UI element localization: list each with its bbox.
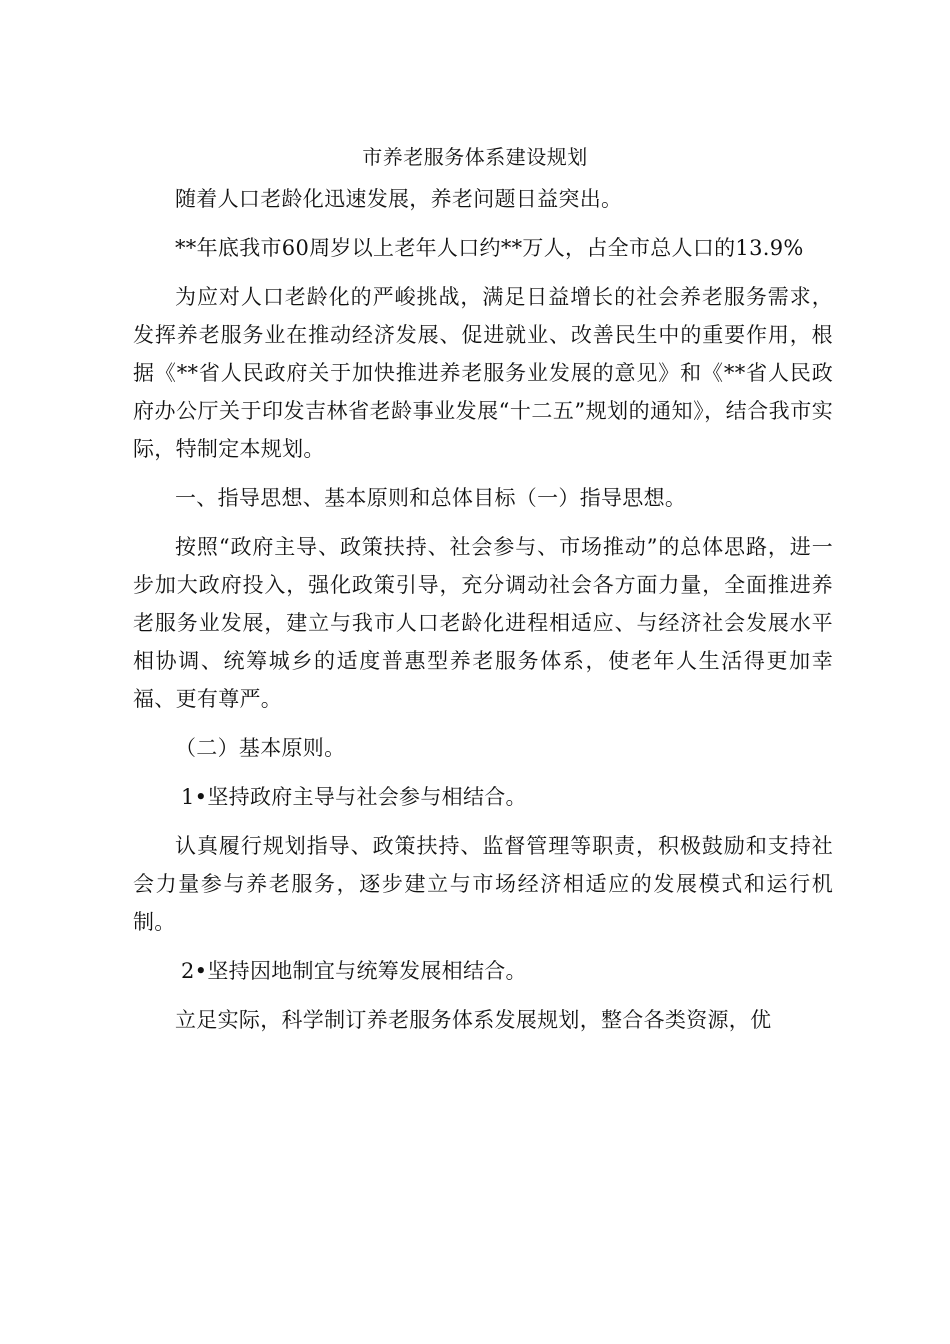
- paragraph-population: **年底我市60周岁以上老年人口约**万人，占全市总人口的13.9%: [175, 236, 804, 260]
- principle-2-heading: 2•坚持因地制宜与统筹发展相结合。: [181, 959, 527, 983]
- section-heading-2: （二）基本原则。: [175, 736, 346, 760]
- principle-2-text: 立足实际，科学制订养老服务体系发展规划，整合各类资源，优: [175, 1008, 772, 1032]
- paragraph-purpose: 为应对人口老龄化的严峻挑战，满足日益增长的社会养老服务需求，发挥养老服务业在推动经济发展、促进就业、改善民生中的重要作用，根据《**省人民政府关于加快推进养老服务业发展的意见》和《**省人民政府办公厅关于印发吉林省老龄事业发展“十二五”规划的通知》，结合我市实际，特制定本规划。: [133, 285, 833, 461]
- section-heading-1: 一、指导思想、基本原则和总体目标（一）指导思想。: [175, 486, 687, 510]
- document-title: 市养老服务体系建设规划: [362, 145, 588, 169]
- principle-1-heading: 1•坚持政府主导与社会参与相结合。: [181, 785, 527, 809]
- paragraph-intro: 随着人口老龄化迅速发展，养老问题日益突出。: [175, 187, 623, 211]
- paragraph-guiding-idea: 按照“政府主导、政策扶持、社会参与、市场推动”的总体思路，进一步加大政府投入，强化政策引导，充分调动社会各方面力量，全面推进养老服务业发展，建立与我市人口老龄化进程相适应、与经济社会发展水平相协调、统筹城乡的适度普惠型养老服务体系，使老年人生活得更加幸福、更有尊严。: [133, 535, 833, 711]
- document-body: [133, 180, 833, 1050]
- principle-1-text: 认真履行规划指导、政策扶持、监督管理等职责，积极鼓励和支持社会力量参与养老服务，逐步建立与市场经济相适应的发展模式和运行机制。: [133, 834, 833, 934]
